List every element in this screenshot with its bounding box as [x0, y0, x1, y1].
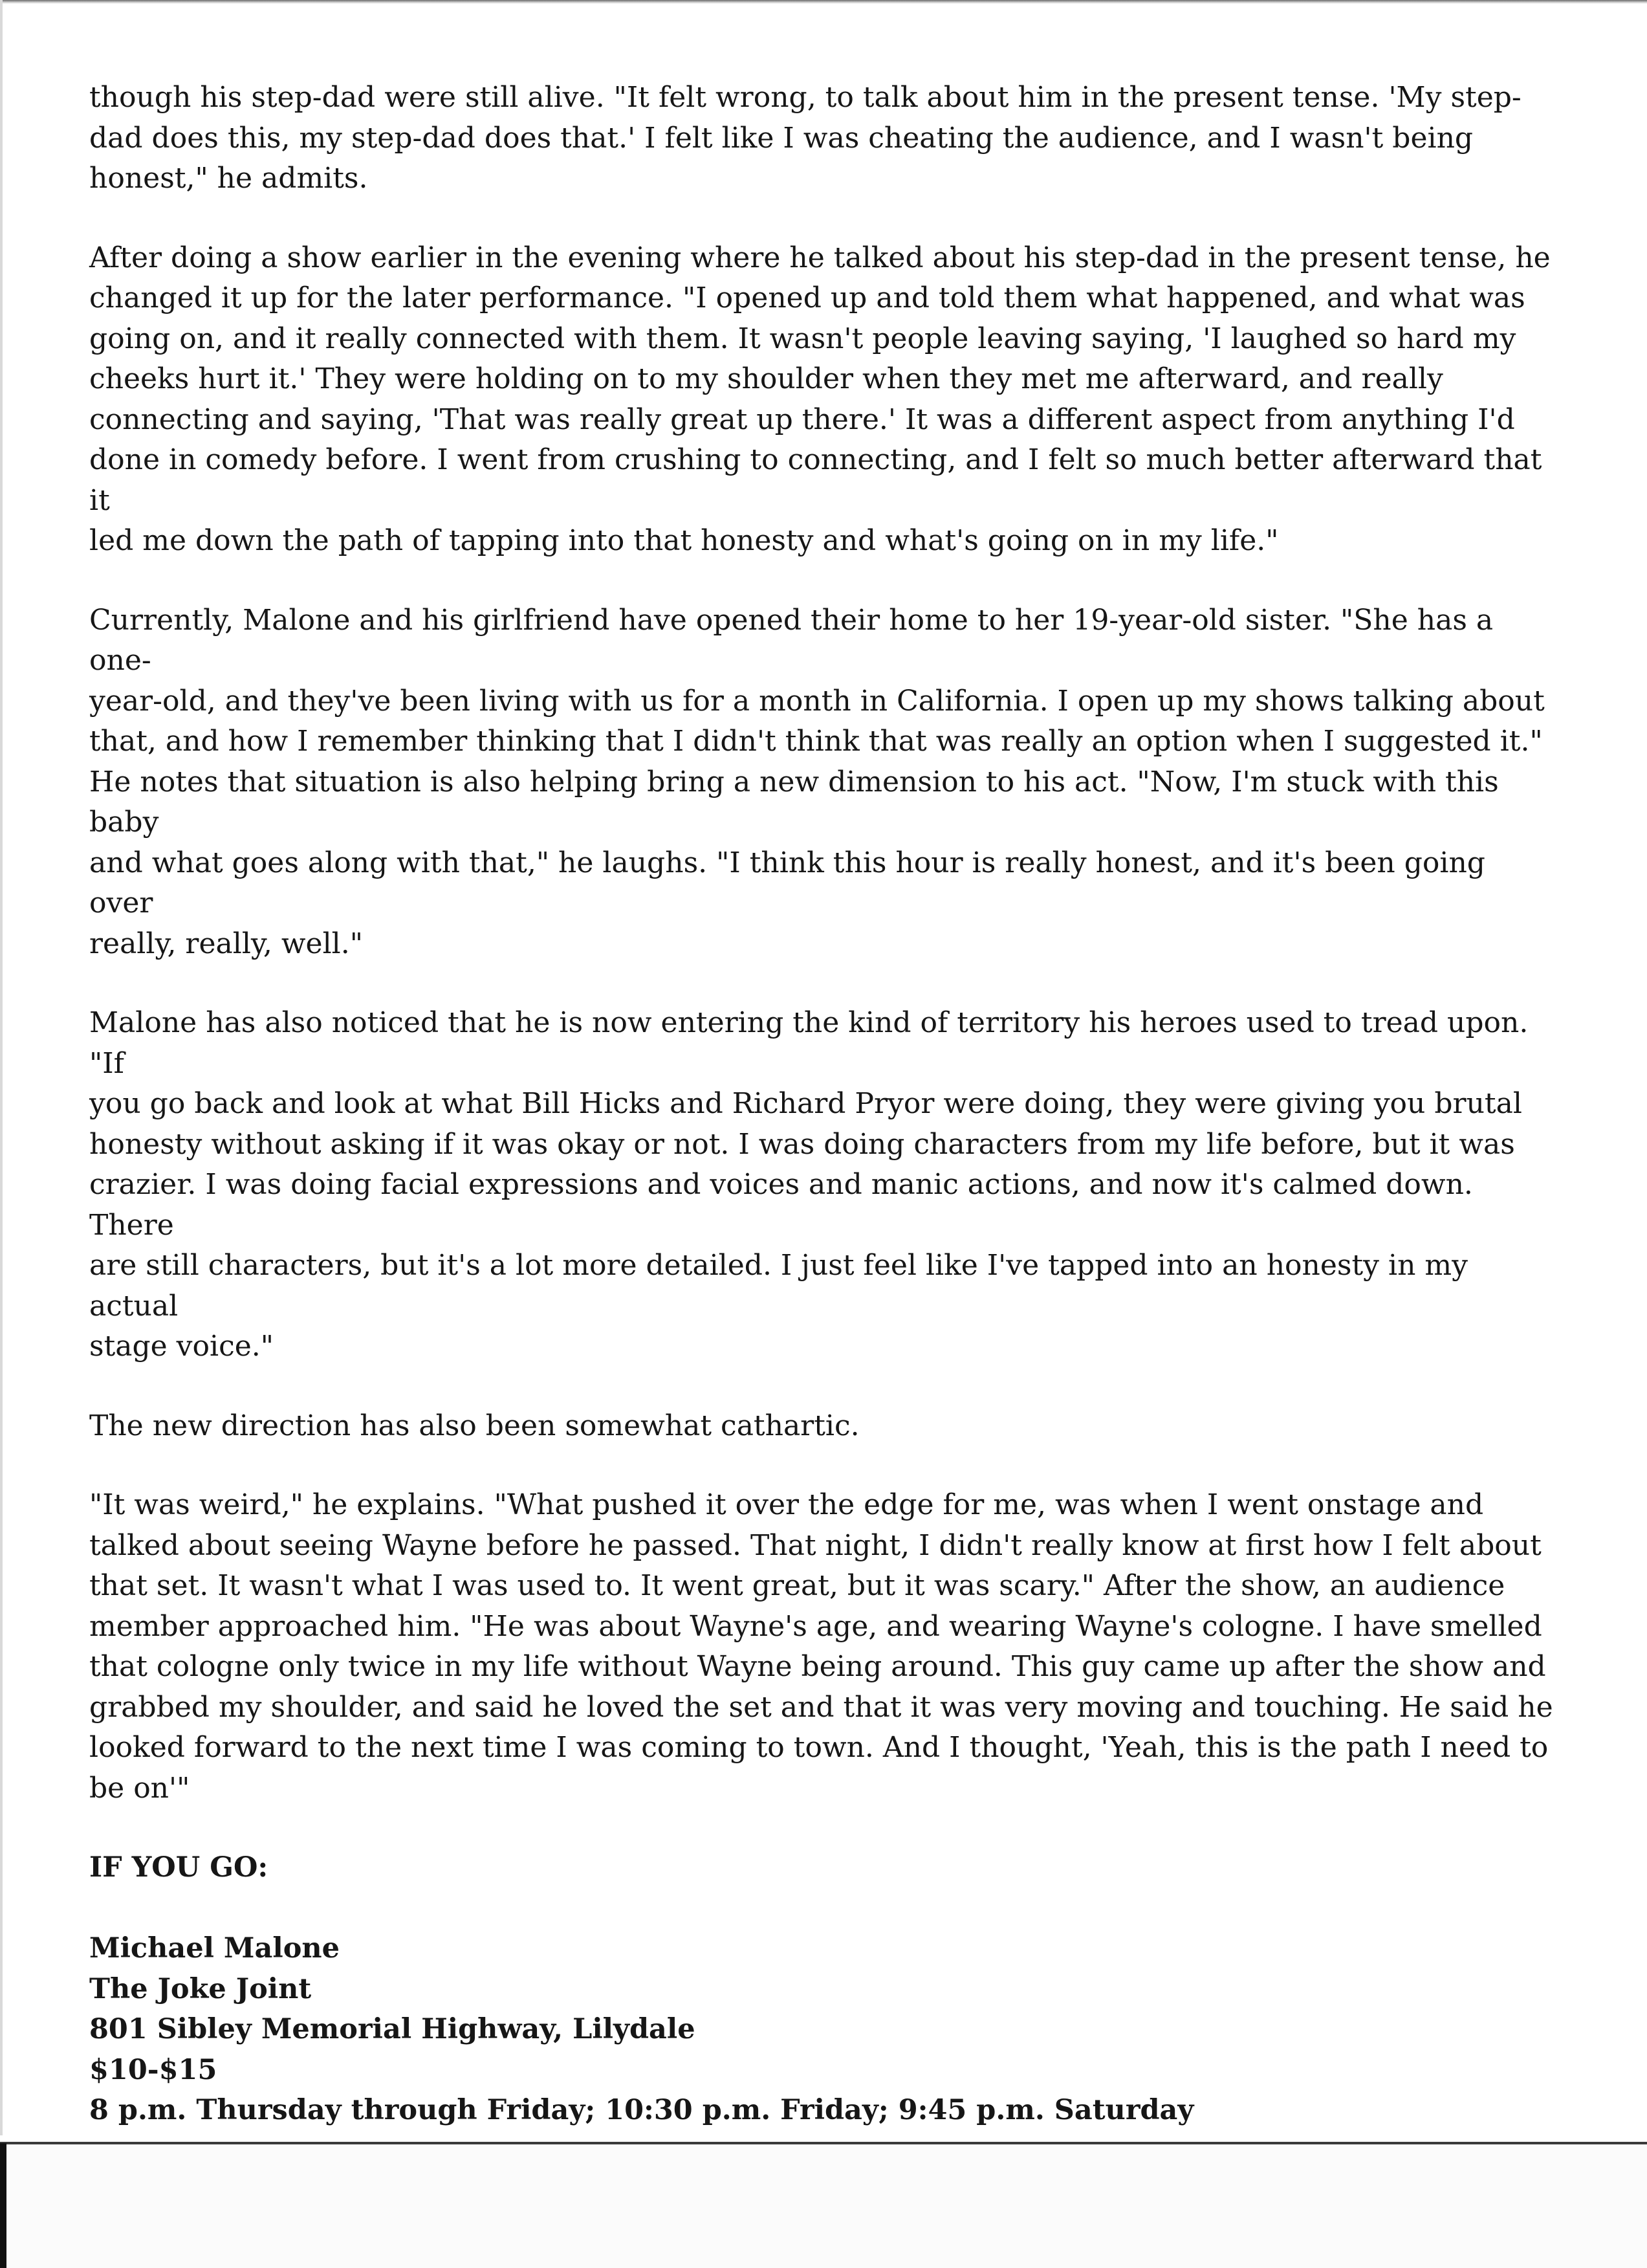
scan-left-edge — [0, 0, 3, 2135]
article-paragraph-3: Currently, Malone and his girlfriend have opened their home to her 19-year-old sister. "She has a one- year-old, and they've been living with us for a month in California. I open up my shows talking about that, and how I remember thinking that I didn't think that was really an option when I suggested it." He notes that situation is also helping bring a new dimension to his act. "Now, I'm stuck with this baby and what goes along with that," he laughs. "I think this hour is really honest, and it's been going over really, really, well." — [89, 603, 1545, 960]
scan-bottom-area — [6, 2144, 1647, 2268]
article-paragraph-1: though his step-dad were still alive. "It felt wrong, to talk about him in the present tense. 'My step- dad does this, my step-dad does that.' I felt like I was cheating the audience, and I wasn't being honest," he admits. — [89, 81, 1522, 195]
article-paragraph-4: Malone has also noticed that he is now entering the kind of territory his heroes used to tread upon. "If you go back and look at what Bill Hicks and Richard Pryor were doing, they were giving you brutal honesty without asking if it was okay or not. I was doing characters from my life before, but it was crazier. I was doing facial expressions and voices and manic actions, and now it's calmed down. There are still characters, but it's a lot more detailed. I just feel like I've tapped into an honesty in my actual stage voice." — [89, 1006, 1529, 1363]
event-address: 801 Sibley Memorial Highway, Lilydale — [89, 2013, 695, 2045]
event-info-section — [89, 1847, 1558, 2131]
event-info-heading: IF YOU GO: — [89, 1851, 268, 1884]
article-paragraph-2: After doing a show earlier in the evening where he talked about his step-dad in the present tense, he changed it up for the later performance. "I opened up and told them what happened, and what was going on, and it really connected with them. It wasn't people leaving saying, 'I laughed so hard my cheeks hurt it.' They were holding on to my shoulder when they met me afterward, and really connecting and saying, 'That was really great up there.' It was a different aspect from anything I'd done in comedy before. I went from crushing to connecting, and I felt so much better afterward that it led me down the path of tapping into that honesty and what's going on in my life." — [89, 241, 1551, 557]
event-details — [89, 1928, 1558, 2131]
article-paragraph-6: "It was weird," he explains. "What pushed it over the edge for me, was when I went onstage and talked about seeing Wayne before he passed. That night, I didn't really know at first how I felt about that set. It wasn't what I was used to. It went great, but it was scary." After the show, an audience member approached him. "He was about Wayne's age, and wearing Wayne's cologne. I have smelled that cologne only twice in my life without Wayne being around. This guy came up after the show and grabbed my shoulder, and said he loved the set and that it was very moving and touching. He said he looked forward to the next time I was coming to town. And I thought, 'Yeah, this is the path I need to be on'" — [89, 1488, 1553, 1805]
event-performer: Michael Malone — [89, 1932, 340, 1965]
article-paragraph-5: The new direction has also been somewhat cathartic. — [89, 1409, 860, 1442]
event-showtimes: 8 p.m. Thursday through Friday; 10:30 p.m. Friday; 9:45 p.m. Saturday — [89, 2094, 1194, 2126]
event-venue: The Joke Joint — [89, 1972, 312, 2005]
scan-bottom-left-bar — [0, 2143, 6, 2268]
scan-top-edge — [0, 0, 1647, 4]
article-page — [89, 78, 1558, 2131]
event-price: $10-$15 — [89, 2053, 217, 2086]
